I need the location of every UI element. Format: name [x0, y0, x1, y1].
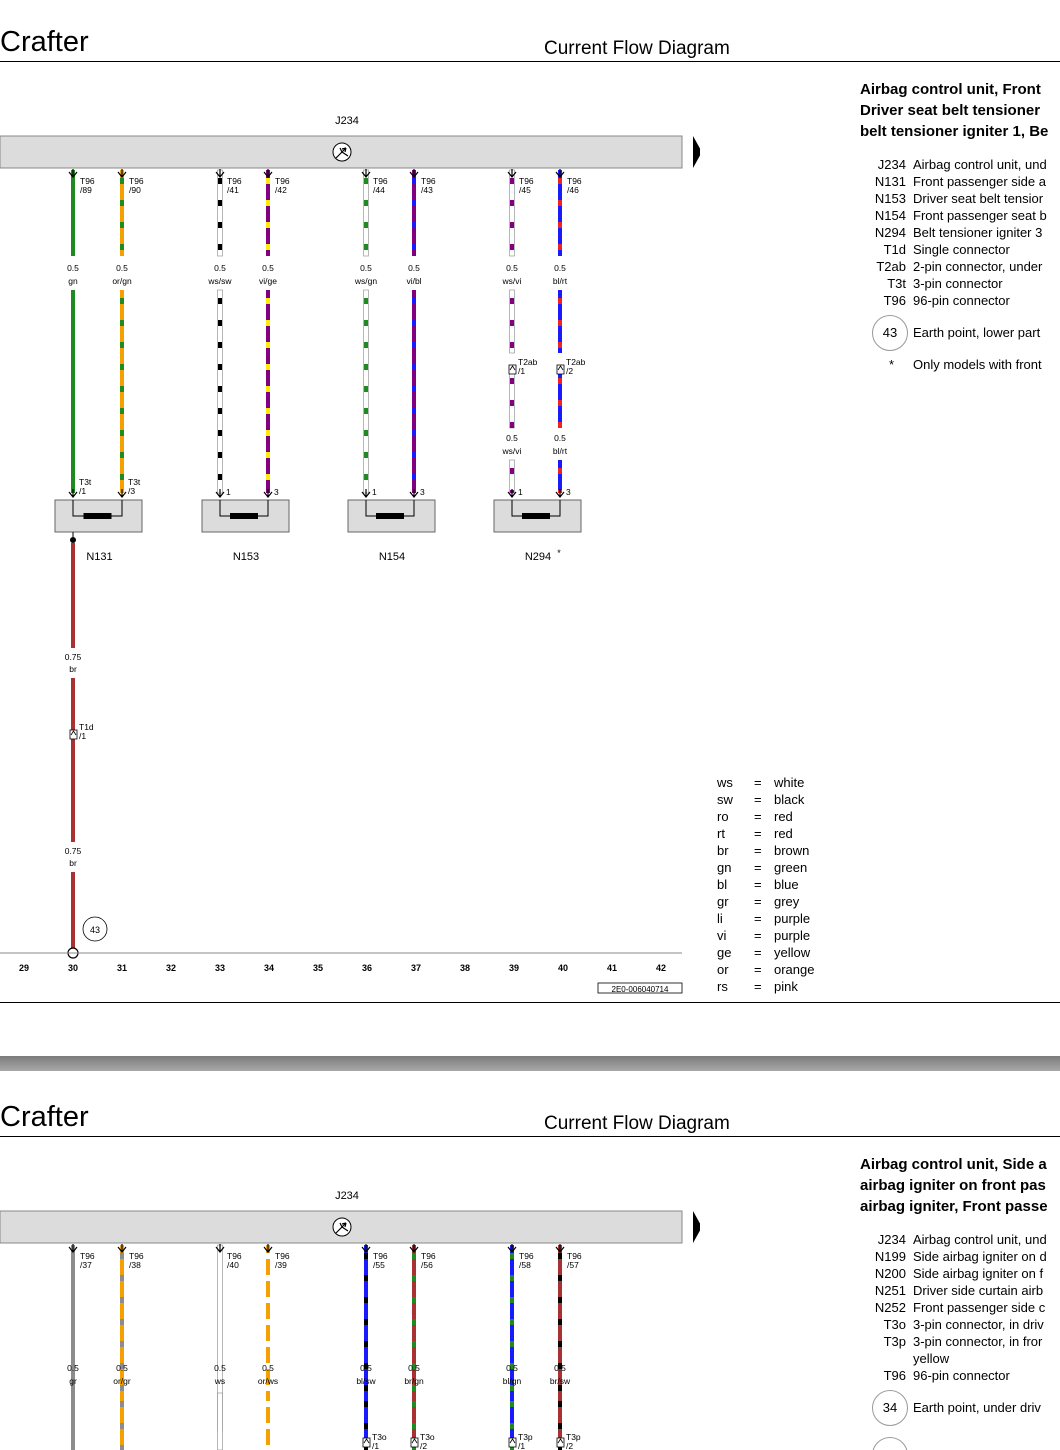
pin-arrow-icon	[69, 169, 77, 177]
wire-ws-vi	[510, 370, 515, 428]
pin-label: T96	[227, 1251, 242, 1261]
wire-color-label: gn	[68, 276, 78, 286]
pin-label: /89	[80, 185, 92, 195]
wire-color-label: ws	[214, 1376, 226, 1386]
color-abbr: ro	[717, 809, 729, 824]
continuation-arrow	[693, 136, 700, 168]
color-abbr: ge	[717, 945, 732, 960]
connector-label: /2	[420, 1441, 428, 1450]
pin-label: T96	[80, 176, 95, 186]
wire-color-label: br/gn	[404, 1376, 424, 1386]
wire-color-label: bl/rt	[552, 276, 568, 286]
heading-line: Airbag control unit, Front	[860, 81, 1041, 98]
legend-desc: 2-pin connector, under	[913, 259, 1043, 274]
pin-label: /41	[227, 185, 239, 195]
earth-point-symbol: 43	[872, 315, 908, 351]
legend-code: N294	[874, 225, 906, 240]
wire-size-label: 0.5	[116, 1363, 128, 1373]
color-abbr: gr	[717, 894, 729, 909]
wire-size-label: 0.5	[408, 263, 420, 273]
wire-size-label: 0.5	[214, 1363, 226, 1373]
color-name: white	[774, 775, 805, 790]
column-number: 34	[263, 963, 275, 973]
pin-arrow-icon	[508, 1244, 516, 1252]
pin-label: T96	[373, 176, 388, 186]
legend-desc: Front passenger side a	[913, 174, 1046, 189]
pin-arrow-icon	[264, 169, 272, 177]
legend-desc: Single connector	[913, 242, 1010, 257]
component-group	[55, 500, 581, 563]
component-n131	[55, 500, 142, 532]
pin-label: T96	[519, 1251, 534, 1261]
legend-code: T3o	[883, 1317, 906, 1332]
legend-code: N200	[874, 1266, 906, 1281]
pin-label: T96	[80, 1251, 95, 1261]
page-heading-2	[860, 1154, 1048, 1217]
wire-color-label: vi/bl	[406, 276, 422, 286]
heading-line: airbag igniter, Front passe	[860, 1198, 1048, 1215]
unit-label: J234	[335, 115, 359, 127]
component-label: N294	[524, 551, 552, 563]
column-numbers	[19, 963, 666, 973]
wire-size-label: 0.5	[262, 1363, 274, 1373]
page-heading	[860, 79, 1048, 142]
connector-label: /2	[566, 366, 574, 376]
component-n154	[348, 500, 435, 532]
column-number: 29	[18, 963, 30, 973]
earth-point-symbol-partial	[872, 1437, 908, 1450]
diagram-title: Current Flow Diagram	[544, 38, 730, 59]
wire-color-label: bl/sw	[356, 1376, 376, 1386]
color-name: green	[774, 860, 808, 875]
color-name: brown	[774, 843, 810, 858]
legend-code: T1d	[883, 242, 906, 257]
wire-size-label: 0.5	[262, 263, 274, 273]
equals-sign: =	[754, 928, 762, 943]
color-abbr: gn	[717, 860, 732, 875]
legend-desc: Earth point, under driv	[913, 1400, 1041, 1415]
legend-desc: Airbag control unit, und	[913, 1232, 1047, 1247]
earth-circuit	[65, 532, 107, 958]
component-asterisk: *	[557, 548, 561, 558]
column-number: 35	[312, 963, 324, 973]
pin-label: T96	[567, 1251, 582, 1261]
pin-label: /57	[567, 1260, 579, 1270]
circuit-diagram-2	[0, 1075, 700, 1450]
connector-pin-label: 3	[566, 487, 571, 497]
component-legend	[864, 157, 1060, 387]
wire-group	[73, 1245, 560, 1450]
component-n294	[494, 500, 581, 532]
wire-ws-vi	[510, 170, 515, 256]
pin-label: T96	[421, 176, 436, 186]
connector-label: T3p	[566, 1432, 581, 1442]
legend-desc: yellow	[913, 1351, 950, 1366]
wire-size-label: 0.5	[554, 433, 566, 443]
column-number: 33	[214, 963, 226, 973]
wire-size-label: 0.75	[64, 652, 82, 662]
pin-arrow-icon	[410, 489, 418, 497]
legend-desc: Front passenger side c	[913, 1300, 1046, 1315]
component-legend-2	[864, 1232, 1060, 1450]
column-number: 38	[459, 963, 471, 973]
pin-label: /58	[519, 1260, 531, 1270]
wire-size-label: 0.5	[214, 263, 226, 273]
pin-arrow-icon	[362, 1244, 370, 1252]
legend-desc: Front passenger seat b	[913, 208, 1047, 223]
connector-label: /2	[566, 1441, 574, 1450]
color-abbr: bl	[717, 877, 728, 892]
connector-label: T3p	[518, 1432, 533, 1442]
equals-sign: =	[754, 962, 762, 977]
wire-label-group	[67, 1244, 582, 1450]
equals-sign: =	[754, 911, 762, 926]
legend-code: T96	[883, 293, 906, 308]
equals-sign: =	[754, 843, 762, 858]
wire-color-label: br/sw	[549, 1376, 571, 1386]
color-name: purple	[774, 928, 811, 943]
pin-label: /40	[227, 1260, 239, 1270]
equals-sign: =	[754, 979, 762, 994]
color-code-table	[717, 775, 827, 1000]
color-name: pink	[774, 979, 798, 994]
legend-code: N131	[874, 174, 906, 189]
pin-label: T96	[373, 1251, 388, 1261]
legend-desc: Belt tensioner igniter 3	[913, 225, 1043, 240]
wire-size-label: 0.5	[506, 263, 518, 273]
connector-pin-label: 3	[274, 487, 279, 497]
pin-label: /56	[421, 1260, 433, 1270]
legend-desc: Airbag control unit, und	[913, 157, 1047, 172]
connector-label: T3o	[420, 1432, 435, 1442]
pin-label: /37	[80, 1260, 92, 1270]
pin-arrow-icon	[556, 489, 564, 497]
pin-label: /55	[373, 1260, 385, 1270]
column-number: 40	[557, 963, 569, 973]
wire-color-label: or/gr	[113, 1376, 131, 1386]
heading-line: belt tensioner igniter 1, Be	[860, 123, 1049, 140]
wire-color-label: bl/rt	[552, 446, 568, 456]
column-number: 39	[508, 963, 520, 973]
brand-title-text: Crafter	[0, 1101, 89, 1133]
pin-arrow-icon	[556, 169, 564, 177]
connector-pin-label: /3	[128, 486, 136, 496]
pin-arrow-icon	[118, 489, 126, 497]
color-abbr: rs	[717, 979, 728, 994]
legend-code: T96	[883, 1368, 906, 1383]
wire-color-label: ws/vi	[502, 446, 522, 456]
color-abbr: or	[717, 962, 729, 977]
legend-code: N153	[874, 191, 906, 206]
pin-label: /44	[373, 185, 385, 195]
wire-color-label: bl/gn	[502, 1376, 522, 1386]
component-label: N131	[86, 551, 113, 563]
column-number: 37	[410, 963, 422, 973]
page-separator	[0, 1056, 1060, 1071]
pin-arrow-icon	[69, 489, 77, 497]
wire-color-label: gr	[69, 1376, 77, 1386]
equals-sign: =	[754, 877, 762, 892]
component-label: N153	[232, 551, 260, 563]
pin-arrow-icon	[118, 1244, 126, 1252]
legend-desc: Driver seat belt tensior	[913, 191, 1044, 206]
connector-label: /1	[518, 366, 526, 376]
legend-desc: Earth point, lower part	[913, 325, 1041, 340]
pin-arrow-icon	[216, 169, 224, 177]
pin-label: /43	[421, 185, 433, 195]
connector-label: T1d	[79, 722, 94, 732]
connector-pin-label: 1	[372, 487, 377, 497]
connector-label: /1	[372, 1441, 380, 1450]
wire-ws-sw	[218, 290, 223, 493]
equals-sign: =	[754, 945, 762, 960]
pin-arrow-icon	[410, 169, 418, 177]
airbag-symbol	[333, 1218, 351, 1236]
legend-desc: Only models with front	[913, 357, 1042, 372]
connector-label: T2ab	[518, 357, 538, 367]
column-number: 30	[67, 963, 79, 973]
connector-pin-label: /1	[79, 486, 87, 496]
wire-color-label: ws/gn	[354, 276, 378, 286]
pin-arrow-icon	[264, 489, 272, 497]
wire-ws-vi	[510, 460, 515, 493]
wire-ws	[218, 1393, 223, 1450]
wire-color-label: br	[69, 858, 77, 868]
wire-ws-gn	[364, 290, 369, 493]
heading-line: Airbag control unit, Side a	[860, 1156, 1047, 1173]
legend-desc: 96-pin connector	[913, 1368, 1010, 1383]
wire-color-label: br	[69, 664, 77, 674]
connector-label: T3o	[372, 1432, 387, 1442]
connector-pin-label: 3	[420, 487, 425, 497]
earth-point-symbol: 34	[872, 1390, 908, 1426]
legend-code: N154	[874, 208, 906, 223]
doc-id: 2E0-006040714	[611, 985, 669, 994]
wire-group	[73, 170, 560, 493]
column-number: 36	[361, 963, 373, 973]
heading-line: Driver seat belt tensioner	[860, 102, 1041, 119]
legend-code: T3t	[887, 276, 906, 291]
pin-arrow-icon	[216, 489, 224, 497]
color-name: blue	[774, 877, 799, 892]
wire-size-label: 0.5	[67, 263, 79, 273]
pin-label: /46	[567, 185, 579, 195]
legend-desc: 3-pin connector	[913, 276, 1003, 291]
diagram-title-2: Current Flow Diagram	[544, 1113, 730, 1134]
legend-code: T3p	[883, 1334, 906, 1349]
color-abbr: li	[717, 911, 723, 926]
wire-size-label: 0.5	[554, 1363, 566, 1373]
legend-desc: 3-pin connector, in driv	[913, 1317, 1044, 1332]
pin-arrow-icon	[264, 1244, 272, 1252]
pin-arrow-icon	[556, 1244, 564, 1252]
wire-color-label: ws/vi	[502, 276, 522, 286]
pin-label: /42	[275, 185, 287, 195]
pin-label: T96	[567, 176, 582, 186]
wire-size-label: 0.5	[360, 263, 372, 273]
pin-label: T96	[519, 176, 534, 186]
component-label: N154	[378, 551, 406, 563]
pin-label: T96	[275, 1251, 290, 1261]
wire-label-group	[67, 169, 586, 497]
connector-pin-label: T3t	[79, 477, 92, 487]
legend-code: *	[888, 357, 894, 372]
component-n153	[202, 500, 289, 532]
color-name: orange	[774, 962, 815, 977]
legend-code: J234	[877, 157, 906, 172]
column-number: 31	[116, 963, 128, 973]
equals-sign: =	[754, 775, 762, 790]
legend-code: N199	[874, 1249, 906, 1264]
wire-size-label: 0.5	[506, 1363, 518, 1373]
wire-color-label: vi/ge	[259, 276, 277, 286]
column-number: 32	[165, 963, 177, 973]
continuation-arrow	[693, 1211, 700, 1243]
connector-pin-label: 1	[518, 487, 523, 497]
pin-arrow-icon	[69, 1244, 77, 1252]
legend-code: N251	[874, 1283, 906, 1298]
color-abbr: ws	[717, 775, 733, 790]
color-name: red	[774, 826, 793, 841]
equals-sign: =	[754, 809, 762, 824]
connector-label: T2ab	[566, 357, 586, 367]
color-abbr: br	[717, 843, 729, 858]
pin-label: T96	[227, 176, 242, 186]
pin-arrow-icon	[216, 1244, 224, 1252]
wire-size-label: 0.5	[554, 263, 566, 273]
equals-sign: =	[754, 826, 762, 841]
wire-ws-sw	[218, 170, 223, 256]
wire-color-label: ws/sw	[208, 276, 232, 286]
legend-desc: Side airbag igniter on d	[913, 1249, 1047, 1264]
wire-ws-vi	[510, 290, 515, 353]
legend-desc: 96-pin connector	[913, 293, 1010, 308]
circuit-diagram-1	[0, 0, 700, 1000]
pin-arrow-icon	[118, 169, 126, 177]
page-footer-rule	[0, 1002, 1060, 1003]
wire-size-label: 0.5	[67, 1363, 79, 1373]
connector-pin-label: 1	[226, 487, 231, 497]
wire-color-label: or/gn	[112, 276, 132, 286]
equals-sign: =	[754, 860, 762, 875]
connector-label: /1	[79, 731, 87, 741]
legend-desc: 3-pin connector, in fror	[913, 1334, 1043, 1349]
color-abbr: vi	[717, 928, 727, 943]
unit-label: J234	[335, 1190, 359, 1202]
pin-label: T96	[275, 176, 290, 186]
equals-sign: =	[754, 894, 762, 909]
earth-point-number: 43	[89, 925, 101, 935]
pin-label: /90	[129, 185, 141, 195]
pin-label: /45	[519, 185, 531, 195]
color-name: purple	[774, 911, 811, 926]
pin-label: T96	[129, 1251, 144, 1261]
airbag-symbol	[333, 143, 351, 161]
color-name: red	[774, 809, 793, 824]
legend-code: T2ab	[876, 259, 906, 274]
column-number: 42	[655, 963, 667, 973]
wire-size-label: 0.5	[360, 1363, 372, 1373]
connector-pin-label: T3t	[128, 477, 141, 487]
wire-size-label: 0.5	[408, 1363, 420, 1373]
legend-desc: Side airbag igniter on f	[913, 1266, 1044, 1281]
brand-title-text: Crafter	[0, 26, 89, 58]
color-abbr: rt	[717, 826, 725, 841]
connector-label: /1	[518, 1441, 526, 1450]
color-name: yellow	[774, 945, 811, 960]
legend-code: J234	[877, 1232, 906, 1247]
equals-sign: =	[754, 792, 762, 807]
wire-color-label: or/ws	[257, 1376, 279, 1386]
column-number: 41	[606, 963, 618, 973]
pin-label: T96	[129, 176, 144, 186]
pin-label: /39	[275, 1260, 287, 1270]
legend-desc: Driver side curtain airb	[913, 1283, 1044, 1298]
wire-size-label: 0.75	[64, 846, 82, 856]
color-abbr: sw	[717, 792, 733, 807]
wire-ws-gn	[364, 170, 369, 256]
heading-line: airbag igniter on front pas	[860, 1177, 1046, 1194]
legend-code: N252	[874, 1300, 906, 1315]
color-name: grey	[774, 894, 800, 909]
wire-size-label: 0.5	[506, 433, 518, 443]
wire-size-label: 0.5	[116, 263, 128, 273]
color-name: black	[774, 792, 805, 807]
pin-arrow-icon	[410, 1244, 418, 1252]
pin-label: T96	[421, 1251, 436, 1261]
pin-label: /38	[129, 1260, 141, 1270]
